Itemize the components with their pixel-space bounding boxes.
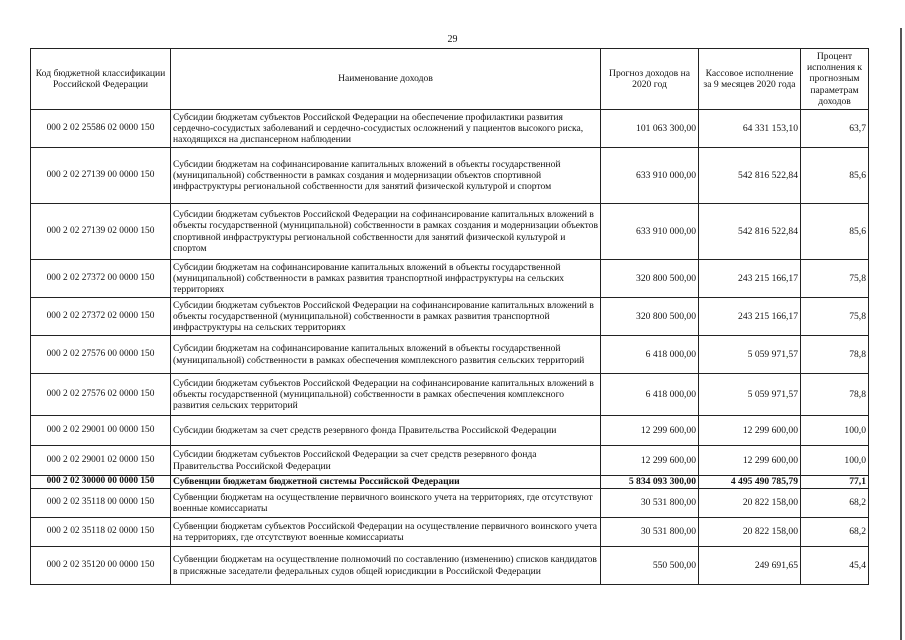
header-cash: Кассовое исполнение за 9 месяцев 2020 года bbox=[699, 49, 801, 110]
cash-cell: 20 822 158,00 bbox=[699, 518, 801, 547]
forecast-cell: 30 531 800,00 bbox=[601, 489, 699, 518]
percent-cell: 85,6 bbox=[801, 204, 869, 260]
table-row bbox=[31, 148, 869, 204]
cash-cell: 12 299 600,00 bbox=[699, 416, 801, 446]
header-forecast: Прогноз доходов на 2020 год bbox=[601, 49, 699, 110]
code-cell: 000 2 02 27372 02 0000 150 bbox=[31, 298, 171, 336]
percent-cell: 78,8 bbox=[801, 336, 869, 374]
code-cell: 000 2 02 35118 00 0000 150 bbox=[31, 489, 171, 518]
cash-cell: 5 059 971,57 bbox=[699, 336, 801, 374]
forecast-cell: 633 910 000,00 bbox=[601, 148, 699, 204]
percent-cell: 75,8 bbox=[801, 260, 869, 298]
table-row bbox=[31, 547, 869, 585]
percent-cell: 77,1 bbox=[801, 476, 869, 489]
code-cell: 000 2 02 27372 00 0000 150 bbox=[31, 260, 171, 298]
table-row bbox=[31, 476, 869, 489]
name-cell: Субсидии бюджетам на софинансирование капитальных вложений в объекты государственной (муниципальной) собственности в рамках развития транспортной инфраструктуры на сельских территориях bbox=[171, 260, 601, 298]
table-row bbox=[31, 446, 869, 476]
forecast-cell: 12 299 600,00 bbox=[601, 446, 699, 476]
percent-cell: 45,4 bbox=[801, 547, 869, 585]
code-cell: 000 2 02 27576 00 0000 150 bbox=[31, 336, 171, 374]
table-row bbox=[31, 260, 869, 298]
table-row bbox=[31, 416, 869, 446]
forecast-cell: 6 418 000,00 bbox=[601, 374, 699, 416]
code-cell: 000 2 02 27139 00 0000 150 bbox=[31, 148, 171, 204]
code-cell: 000 2 02 35120 00 0000 150 bbox=[31, 547, 171, 585]
name-cell: Субвенции бюджетам на осуществление первичного воинского учета на территориях, где отсутствуют военные комиссариаты bbox=[171, 489, 601, 518]
code-cell: 000 2 02 35118 02 0000 150 bbox=[31, 518, 171, 547]
table-row bbox=[31, 336, 869, 374]
page-number: 29 bbox=[447, 34, 458, 45]
header-code: Код бюджетной классификации Российской Федерации bbox=[31, 49, 171, 110]
name-cell: Субсидии бюджетам на софинансирование капитальных вложений в объекты государственной (муниципальной) собственности в рамках создания и модернизации объектов спортивной инфраструктуры региональной собственности для занятий физической культурой и спортом bbox=[171, 148, 601, 204]
forecast-cell: 30 531 800,00 bbox=[601, 518, 699, 547]
name-cell: Субсидии бюджетам субъектов Российской Федерации на софинансирование капитальных вложений в объекты государственной (муниципальной) собственности в рамках развития транспортной инфраструктуры на сельских территориях bbox=[171, 298, 601, 336]
percent-cell: 63,7 bbox=[801, 110, 869, 148]
cash-cell: 64 331 153,10 bbox=[699, 110, 801, 148]
percent-cell: 100,0 bbox=[801, 416, 869, 446]
forecast-cell: 6 418 000,00 bbox=[601, 336, 699, 374]
forecast-cell: 5 834 093 300,00 bbox=[601, 476, 699, 489]
cash-cell: 243 215 166,17 bbox=[699, 298, 801, 336]
code-cell: 000 2 02 29001 00 0000 150 bbox=[31, 416, 171, 446]
cash-cell: 249 691,65 bbox=[699, 547, 801, 585]
table-row bbox=[31, 110, 869, 148]
table-row bbox=[31, 298, 869, 336]
name-cell: Субсидии бюджетам за счет средств резервного фонда Правительства Российской Федерации bbox=[171, 416, 601, 446]
name-cell: Субвенции бюджетам субъектов Российской Федерации на осуществление первичного воинского учета на территориях, где отсутствуют военные комиссариаты bbox=[171, 518, 601, 547]
page-edge bbox=[900, 28, 902, 640]
cash-cell: 20 822 158,00 bbox=[699, 489, 801, 518]
forecast-cell: 550 500,00 bbox=[601, 547, 699, 585]
cash-cell: 4 495 490 785,79 bbox=[699, 476, 801, 489]
name-cell: Субсидии бюджетам субъектов Российской Федерации на софинансирование капитальных вложений в объекты государственной (муниципальной) собственности в рамках обеспечения комплексного развития сельских территорий bbox=[171, 374, 601, 416]
cash-cell: 12 299 600,00 bbox=[699, 446, 801, 476]
forecast-cell: 320 800 500,00 bbox=[601, 260, 699, 298]
table-header-row bbox=[31, 49, 869, 110]
cash-cell: 243 215 166,17 bbox=[699, 260, 801, 298]
percent-cell: 78,8 bbox=[801, 374, 869, 416]
forecast-cell: 101 063 300,00 bbox=[601, 110, 699, 148]
forecast-cell: 12 299 600,00 bbox=[601, 416, 699, 446]
budget-income-table bbox=[30, 48, 869, 585]
cash-cell: 542 816 522,84 bbox=[699, 204, 801, 260]
cash-cell: 5 059 971,57 bbox=[699, 374, 801, 416]
table-row bbox=[31, 489, 869, 518]
percent-cell: 68,2 bbox=[801, 518, 869, 547]
table-row bbox=[31, 518, 869, 547]
name-cell: Субсидии бюджетам на софинансирование капитальных вложений в объекты государственной (муниципальной) собственности в рамках обеспечения комплексного развития сельских территорий bbox=[171, 336, 601, 374]
name-cell: Субсидии бюджетам субъектов Российской Федерации за счет средств резервного фонда Правительства Российской Федерации bbox=[171, 446, 601, 476]
table-row bbox=[31, 374, 869, 416]
percent-cell: 75,8 bbox=[801, 298, 869, 336]
code-cell: 000 2 02 30000 00 0000 150 bbox=[31, 476, 171, 489]
code-cell: 000 2 02 27139 02 0000 150 bbox=[31, 204, 171, 260]
header-name: Наименование доходов bbox=[171, 49, 601, 110]
table-row bbox=[31, 204, 869, 260]
forecast-cell: 633 910 000,00 bbox=[601, 204, 699, 260]
code-cell: 000 2 02 25586 02 0000 150 bbox=[31, 110, 171, 148]
percent-cell: 100,0 bbox=[801, 446, 869, 476]
percent-cell: 68,2 bbox=[801, 489, 869, 518]
header-percent: Процент исполнения к прогнозным параметрам доходов bbox=[801, 49, 869, 110]
percent-cell: 85,6 bbox=[801, 148, 869, 204]
name-cell: Субсидии бюджетам субъектов Российской Федерации на софинансирование капитальных вложений в объекты государственной (муниципальной) собственности в рамках создания и модернизации объектов спортивной инфраструктуры региональной собственности для занятий физической культурой и спортом bbox=[171, 204, 601, 260]
name-cell: Субвенции бюджетам бюджетной системы Российской Федерации bbox=[171, 476, 601, 489]
forecast-cell: 320 800 500,00 bbox=[601, 298, 699, 336]
name-cell: Субвенции бюджетам на осуществление полномочий по составлению (изменению) списков кандидатов в присяжные заседатели федеральных судов общей юрисдикции в Российской Федерации bbox=[171, 547, 601, 585]
name-cell: Субсидии бюджетам субъектов Российской Федерации на обеспечение профилактики развития сердечно-сосудистых заболеваний и сердечно-сосудистых осложнений у пациентов высокого риска, находящихся на диспансерном наблюдении bbox=[171, 110, 601, 148]
code-cell: 000 2 02 27576 02 0000 150 bbox=[31, 374, 171, 416]
table-body bbox=[31, 110, 869, 585]
code-cell: 000 2 02 29001 02 0000 150 bbox=[31, 446, 171, 476]
cash-cell: 542 816 522,84 bbox=[699, 148, 801, 204]
